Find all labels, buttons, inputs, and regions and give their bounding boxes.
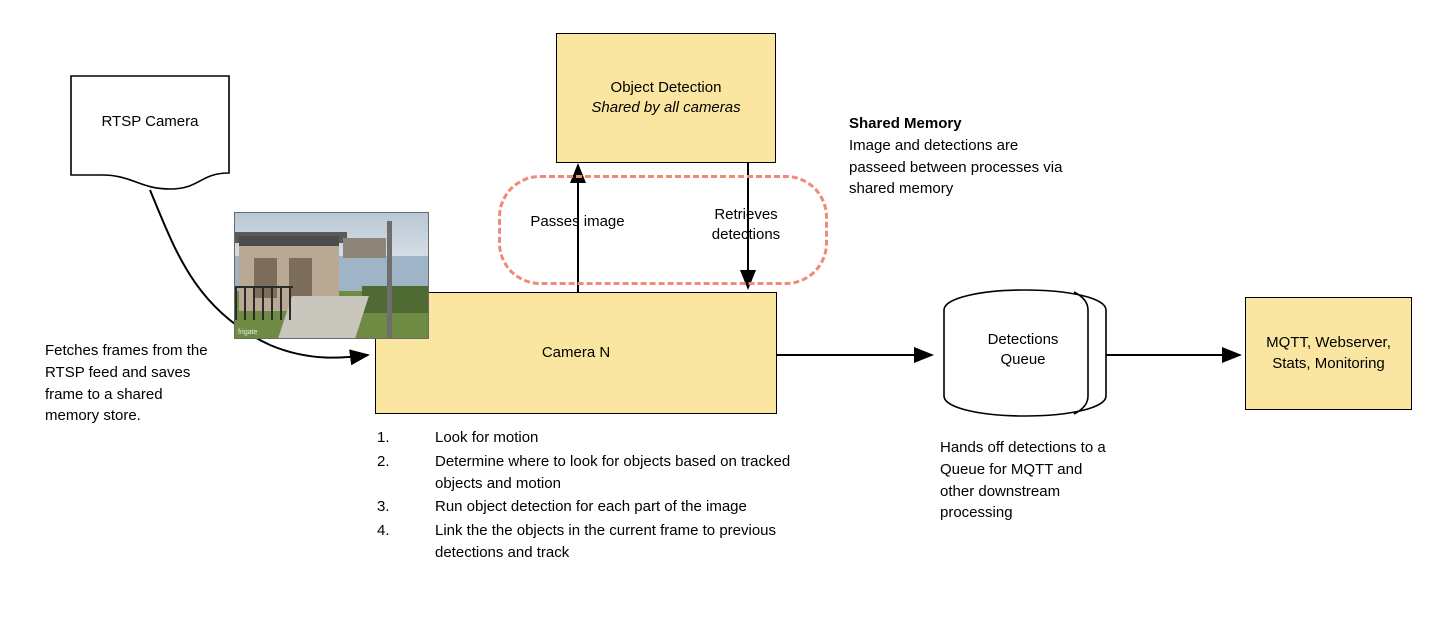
label-retrieves-detections (690, 205, 802, 246)
camera-n-steps (377, 427, 797, 566)
queue-line-1: Detections (987, 331, 1059, 348)
node-detections-queue[interactable] (943, 288, 1103, 403)
label-passes-image (520, 212, 635, 232)
thumb-timestamp: frigate (238, 329, 258, 336)
camera-frame-thumbnail (234, 212, 429, 339)
thumb-fence (235, 286, 293, 321)
step-text: Look for motion (435, 429, 539, 446)
queue-line-2: Queue (1000, 351, 1046, 369)
step-number: 4. (377, 522, 390, 539)
node-consumers-line-1: MQTT, Webserver, (1266, 334, 1391, 352)
list-item (377, 451, 797, 495)
step-text: Run object detection for each part of the image (435, 498, 747, 516)
list-item (377, 496, 797, 518)
thumb-pole (387, 221, 392, 339)
node-object-detection-title: Object Detection (610, 78, 722, 96)
note-shared-memory-title: Shared Memory (849, 115, 962, 132)
node-consumers[interactable] (1245, 297, 1412, 410)
step-number: 1. (377, 429, 390, 446)
node-object-detection[interactable] (556, 33, 776, 163)
note-fetch-frames-text: Fetches frames from the RTSP feed and saves frame to a shared memory store. (45, 342, 208, 425)
note-shared-memory (849, 113, 1064, 200)
note-shared-memory-body: Image and detections are passeed between processes via shared memory (849, 136, 1063, 198)
node-object-detection-subtitle: Shared by all cameras (591, 99, 741, 116)
node-rtsp-camera-label: RTSP Camera (101, 113, 199, 130)
node-rtsp-camera[interactable] (70, 75, 230, 190)
step-text: Link the the objects in the current frame to previous detections and track (435, 522, 777, 561)
node-camera-n[interactable] (375, 292, 777, 414)
node-detections-queue-label (943, 330, 1103, 371)
node-camera-n-label: Camera N (541, 343, 611, 361)
note-fetch-frames (45, 340, 220, 427)
note-queue-handoff (940, 437, 1112, 524)
step-number: 3. (377, 498, 390, 516)
thumb-background-house (343, 238, 385, 258)
label-passes-image-text: Passes image (530, 213, 625, 230)
thumb-bush (362, 286, 428, 314)
list-item (377, 427, 797, 449)
step-text: Determine where to look for objects based on tracked objects and motion (435, 452, 791, 492)
step-number: 2. (377, 452, 390, 470)
node-consumers-line-2: Stats, Monitoring (1272, 354, 1385, 372)
note-queue-handoff-text: Hands off detections to a Queue for MQTT and other downstream processing (940, 439, 1106, 522)
label-retrieves-detections-text: Retrieves detections (711, 206, 781, 244)
list-item (377, 520, 797, 564)
